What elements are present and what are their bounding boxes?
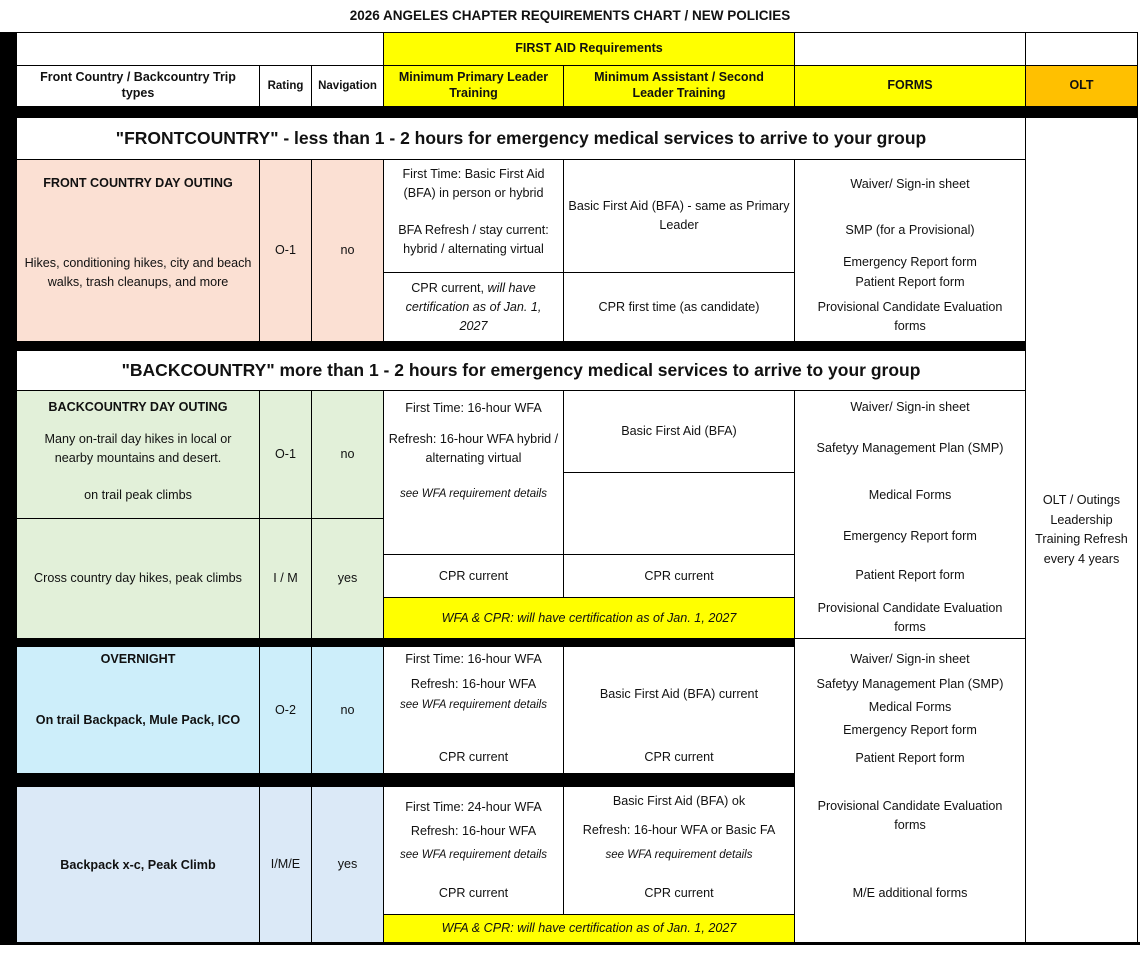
frontcountry-forms-cell (794, 159, 1026, 342)
backpack-xc-assistant-cell (563, 786, 795, 915)
backpack-xc-form-item: M/E additional forms (852, 886, 968, 900)
overnight-form-item: Medical Forms (868, 700, 952, 714)
trip-types-header: Front Country / Backcountry Trip types (16, 65, 260, 107)
overnight-assistant-cpr: CPR current (644, 750, 714, 764)
bottom-border (0, 942, 1140, 945)
overnight-trip-title: OVERNIGHT (100, 652, 176, 666)
olt-header: OLT (1025, 65, 1138, 107)
backcountry-banner: "BACKCOUNTRY" more than 1 - 2 hours for emergency medical services to arrive to your group (16, 350, 1026, 391)
frontcountry-assistant-cell (563, 159, 795, 273)
backpack-xc-trip-desc: Backpack x-c, Peak Climb (16, 786, 260, 943)
overnight-form-item: Safetyy Management Plan (SMP) (816, 677, 1004, 691)
frontcountry-form-item: Emergency Report form (843, 255, 977, 269)
backpack-xc-navigation: yes (311, 786, 384, 943)
overnight-form-item: Emergency Report form (843, 723, 977, 737)
first-aid-header: FIRST AID Requirements (383, 32, 795, 66)
overnight-divider (16, 773, 795, 787)
backcountry-xc-rating: I / M (259, 518, 312, 639)
overnight-trip-desc: On trail Backpack, Mule Pack, ICO (35, 713, 241, 727)
frontcountry-form-item: Provisional Candidate Evaluation forms (817, 300, 1003, 333)
frontcountry-banner: "FRONTCOUNTRY" - less than 1 - 2 hours for emergency medical services to arrive to your group (16, 117, 1026, 160)
overnight-navigation: no (311, 646, 384, 774)
backpack-xc-primary-note: see WFA requirement details (399, 849, 547, 861)
backpack-xc-assistant-cpr: CPR current (644, 886, 714, 900)
header-blank-olt (1025, 32, 1138, 66)
backcountry-form-item: Emergency Report form (843, 529, 977, 543)
backpack-xc-assistant-bfa: Basic First Aid (BFA) ok (612, 794, 746, 808)
backcountry-form-item: Safetyy Management Plan (SMP) (816, 441, 1004, 455)
overnight-primary-refresh: Refresh: 16-hour WFA (410, 677, 537, 691)
backcountry-xc-navigation: yes (311, 518, 384, 639)
backcountry-day-rating: O-1 (259, 390, 312, 519)
backcountry-day-trip-cell (16, 390, 260, 519)
backcountry-xc-assistant-cpr: CPR current (563, 554, 795, 598)
overnight-primary-note: see WFA requirement details (399, 699, 547, 711)
overnight-primary-cell (383, 646, 564, 774)
backpack-xc-rating: I/M/E (259, 786, 312, 943)
overnight-forms-cell (794, 638, 1026, 943)
frontcountry-trip-desc: Hikes, conditioning hikes, city and beach walks, trash cleanups, and more (24, 256, 252, 289)
header-blank-forms (794, 32, 1026, 66)
frontcountry-primary-cpr-text: CPR current, (411, 280, 488, 295)
backcountry-form-item: Waiver/ Sign-in sheet (850, 400, 970, 414)
backcountry-day-assistant-blank (563, 472, 795, 555)
backpack-xc-primary-cpr: CPR current (438, 886, 509, 900)
frontcountry-rating: O-1 (259, 159, 312, 342)
overnight-primary-first: First Time: 16-hour WFA (405, 652, 542, 666)
backpack-xc-certification-note: WFA & CPR: will have certification as of Jan. 1, 2027 (383, 914, 795, 943)
frontcountry-assistant-bfa: Basic First Aid (BFA) - same as Primary Leader (568, 199, 790, 232)
olt-note: OLT / Outings Leadership Training Refresh every 4 years (1025, 117, 1138, 943)
backcountry-xc-primary-cpr: CPR current (383, 554, 564, 598)
frontcountry-form-item: Patient Report form (855, 275, 965, 289)
backpack-xc-assistant-refresh: Refresh: 16-hour WFA or Basic FA (582, 823, 776, 837)
primary-training-header: Minimum Primary Leader Training (383, 65, 564, 107)
backcountry-day-trip-desc2: on trail peak climbs (84, 488, 192, 502)
overnight-assistant-bfa: Basic First Aid (BFA) current (599, 687, 759, 701)
backcountry-day-primary-first: First Time: 16-hour WFA (405, 401, 542, 415)
overnight-trip-cell (16, 646, 260, 774)
forms-header: FORMS (794, 65, 1026, 107)
backcountry-forms-cell (794, 390, 1026, 639)
overnight-form-item: Patient Report form (855, 751, 965, 765)
left-edge-bar (0, 32, 16, 944)
frontcountry-trip-cell (16, 159, 260, 342)
backcountry-day-trip-desc: Many on-trail day hikes in local or nearby mountains and desert. (44, 432, 232, 465)
header-blank-left (16, 32, 384, 66)
backcountry-day-navigation: no (311, 390, 384, 519)
frontcountry-primary-cpr (383, 272, 564, 342)
frontcountry-primary-first: First Time: Basic First Aid (BFA) in person or hybrid (402, 167, 545, 200)
backpack-xc-primary-refresh: Refresh: 16-hour WFA (410, 824, 537, 838)
overnight-form-item: Waiver/ Sign-in sheet (850, 652, 970, 666)
backcountry-day-assistant-bfa: Basic First Aid (BFA) (563, 390, 795, 473)
backcountry-form-item: Provisional Candidate Evaluation forms (817, 601, 1003, 634)
backcountry-xc-trip-desc: Cross country day hikes, peak climbs (16, 518, 260, 639)
page-title: 2026 ANGELES CHAPTER REQUIREMENTS CHART / NEW POLICIES (349, 7, 791, 23)
backpack-xc-primary-first: First Time: 24-hour WFA (405, 800, 542, 814)
backcountry-form-item: Medical Forms (868, 488, 952, 502)
frontcountry-primary-cpr-note: will have certification as of Jan. 1, 2027 (405, 280, 542, 333)
backpack-xc-assistant-note: see WFA requirement details (605, 849, 753, 861)
backcountry-day-primary-refresh: Refresh: 16-hour WFA hybrid / alternating virtual (388, 432, 559, 465)
frontcountry-primary-refresh: BFA Refresh / stay current: hybrid / alternating virtual (398, 223, 549, 256)
frontcountry-form-item: Waiver/ Sign-in sheet (850, 177, 970, 191)
backpack-xc-form-item: Provisional Candidate Evaluation forms (817, 799, 1003, 832)
backcountry-form-item: Patient Report form (855, 568, 965, 582)
frontcountry-primary-cell (383, 159, 564, 273)
overnight-rating: O-2 (259, 646, 312, 774)
backcountry-certification-note: WFA & CPR: will have certification as of Jan. 1, 2027 (383, 597, 795, 639)
frontcountry-assistant-cpr: CPR first time (as candidate) (563, 272, 795, 342)
backpack-xc-primary-cell (383, 786, 564, 915)
frontcountry-trip-title: FRONT COUNTRY DAY OUTING (43, 176, 233, 190)
overnight-assistant-cell (563, 646, 795, 774)
frontcountry-navigation: no (311, 159, 384, 342)
rating-header: Rating (259, 65, 312, 107)
navigation-header: Navigation (311, 65, 384, 107)
frontcountry-form-item: SMP (for a Provisional) (845, 223, 975, 237)
backcountry-day-trip-title: BACKCOUNTRY DAY OUTING (48, 400, 228, 414)
backcountry-day-primary-cell (383, 390, 564, 555)
backcountry-day-primary-note: see WFA requirement details (399, 488, 547, 500)
overnight-primary-cpr: CPR current (438, 750, 509, 764)
assistant-training-header: Minimum Assistant / Second Leader Training (563, 65, 795, 107)
